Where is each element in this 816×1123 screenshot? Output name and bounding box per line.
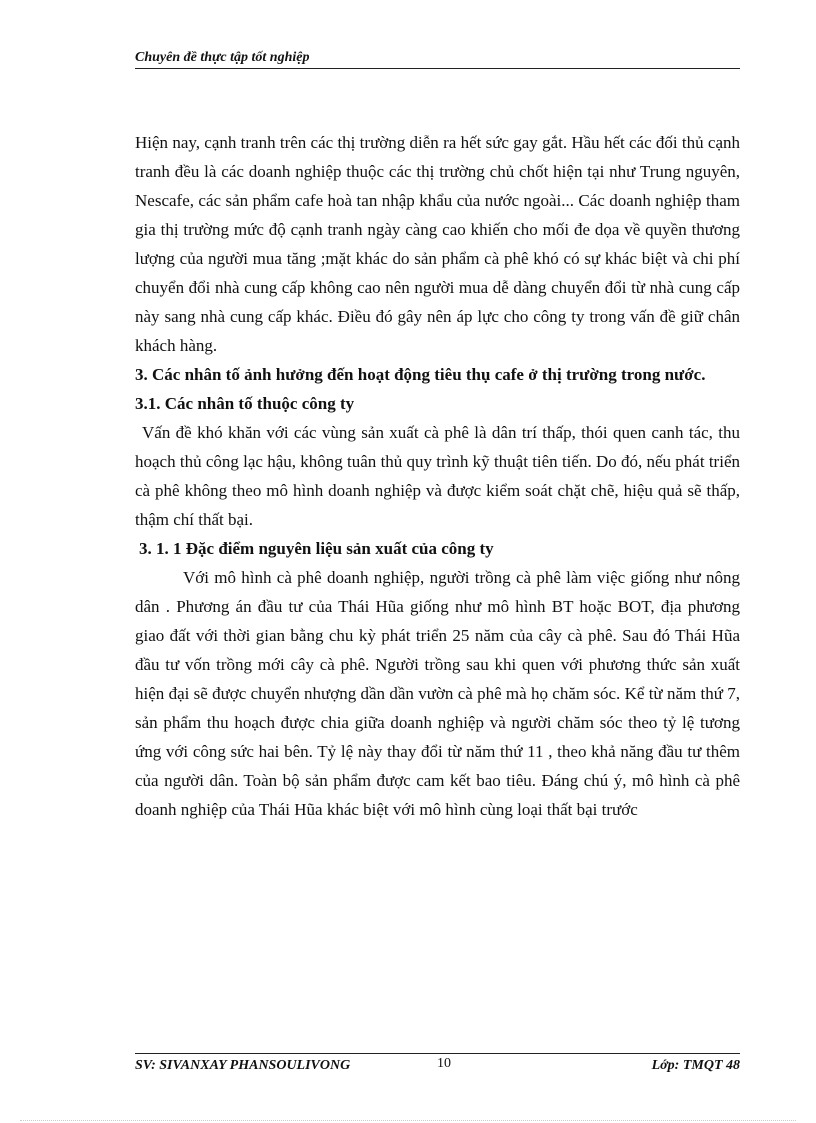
paragraph-difficulties: Vấn đề khó khăn với các vùng sản xuất cà phê là dân trí thấp, thói quen canh tác, thu hoạch thủ công lạc hậu, không tuân thủ quy trình kỹ thuật tiên tiến. Do đó, nếu phát triển cà phê không theo mô hình doanh nghiệp và được kiểm soát chặt chẽ, hiệu quả sẽ thấp, thậm chí thất bại. xyxy=(135,423,740,529)
page-body xyxy=(135,128,740,824)
heading-section-3-1: 3.1. Các nhân tố thuộc công ty xyxy=(135,394,355,413)
page-number: 10 xyxy=(437,1056,451,1071)
paragraph-competition: Hiện nay, cạnh tranh trên các thị trường diễn ra hết sức gay gắt. Hầu hết các đối thủ cạnh tranh đều là các doanh nghiệp thuộc các thị trường chủ chốt hiện tại như Trung nguyên, Nescafe, các sản phẩm cafe hoà tan nhập khẩu của nước ngoài... Các doanh nghiệp tham gia thị trường mức độ cạnh tranh ngày càng cao khiến cho mối đe dọa về quyền thương lượng của người mua tăng ;mặt khác do sản phẩm cà phê khó có sự khác biệt và chi phí chuyển đổi nhà cung cấp không cao nên người mua dễ dàng chuyển đổi từ nhà cung cấp này sang nhà cung cấp khác. Điều đó gây nên áp lực cho công ty trong vấn đề giữ chân khách hàng. xyxy=(135,133,740,355)
footer-student: SV: SIVANXAY PHANSOULIVONG xyxy=(135,1058,351,1073)
paragraph-business-model: Với mô hình cà phê doanh nghiệp, người trồng cà phê làm việc giống như nông dân . Phương án đầu tư của Thái Hũa giống như mô hình BT hoặc BOT, địa phương giao đất với thời gian bằng chu kỳ phát triển 25 năm của cây cà phê. Sau đó Thái Hũa đầu tư vốn trồng mới cây cà phê. Người trồng sau khi quen với phương thức sản xuất hiện đại sẽ được chuyển nhượng dần dần vườn cà phê mà họ chăm sóc. Kể từ năm thứ 7, sản phẩm thu hoạch được chia giữa doanh nghiệp và người chăm sóc theo tỷ lệ tương ứng với công sức hai bên. Tỷ lệ này thay đổi từ năm thứ 11 , theo khả năng đầu tư thêm của người dân. Toàn bộ sản phẩm được cam kết bao tiêu. Đáng chú ý, mô hình cà phê doanh nghiệp của Thái Hũa khác biệt với mô hình cùng loại thất bại trước xyxy=(135,568,740,819)
page-footer xyxy=(135,1053,740,1074)
page-edge-divider xyxy=(20,1120,796,1121)
page-header: Chuyên đề thực tập tốt nghiệp xyxy=(135,50,740,69)
heading-section-3-1-1: 3. 1. 1 Đặc điểm nguyên liệu sản xuất của công ty xyxy=(139,539,494,558)
footer-class: Lớp: TMQT 48 xyxy=(651,1058,740,1073)
heading-section-3: 3. Các nhân tố ảnh hưởng đến hoạt động tiêu thụ cafe ở thị trường trong nước. xyxy=(135,365,706,384)
